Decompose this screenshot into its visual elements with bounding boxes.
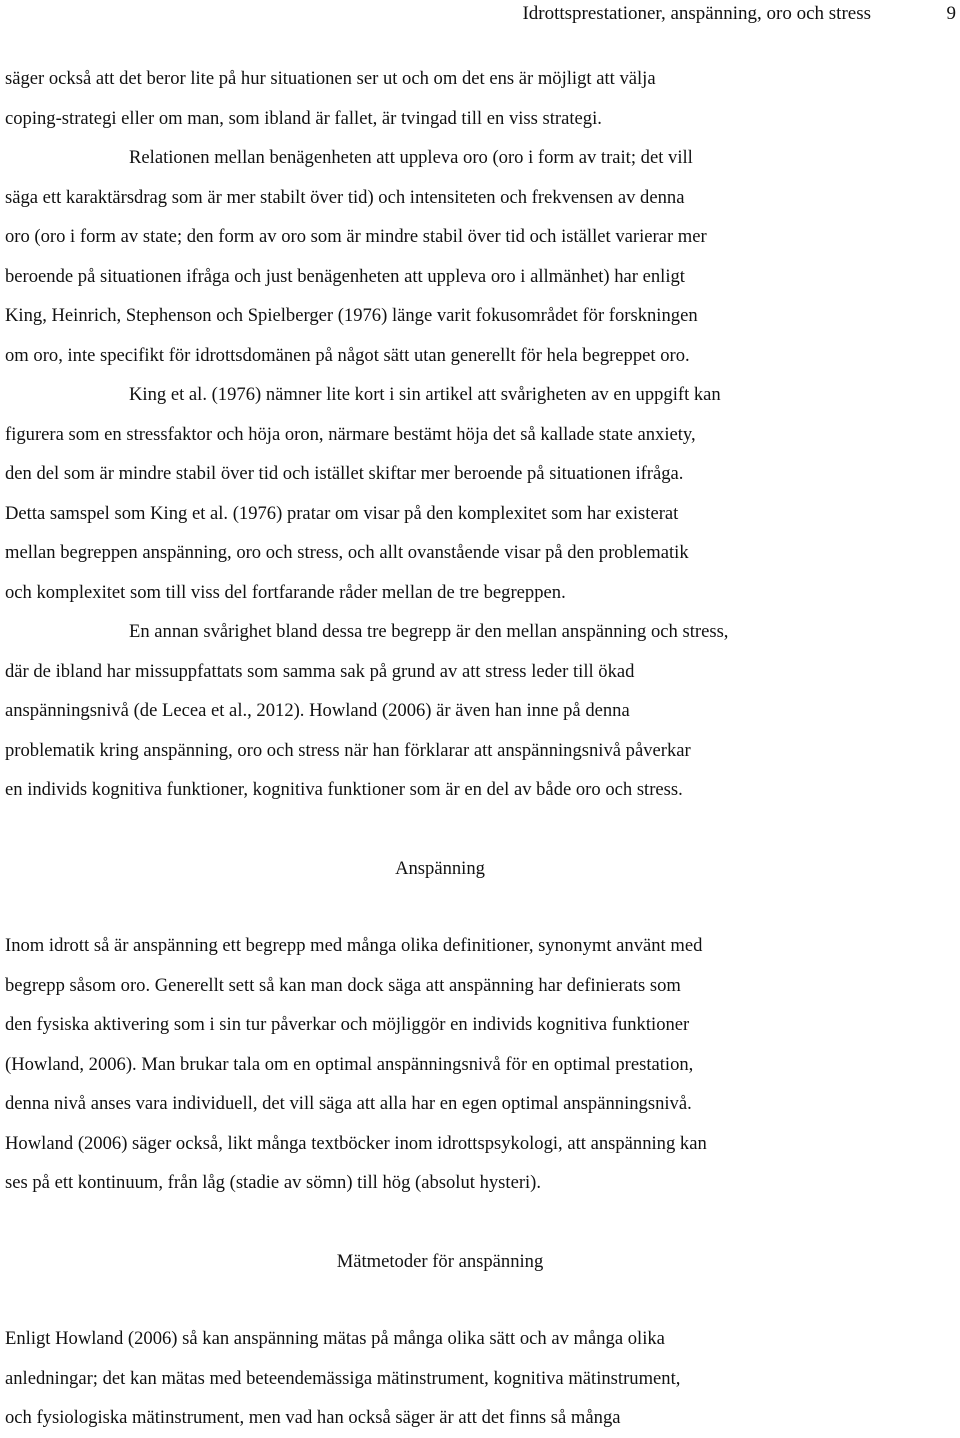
running-header xyxy=(0,0,960,28)
text-line: oro (oro i form av state; den form av oro som är mindre stabil över tid och istället varierar mer xyxy=(5,226,707,247)
page-number: 9 xyxy=(946,3,956,24)
text-line: anspänningsnivå (de Lecea et al., 2012). Howland (2006) är även han inne på denna xyxy=(5,700,630,721)
text-line: där de ibland har missuppfattats som samma sak på grund av att stress leder till ökad xyxy=(5,660,635,682)
text-line: beroende på situationen ifråga och just benägenheten att uppleva oro i allmänhet) har enligt xyxy=(5,265,685,287)
text-line: anledningar; det kan mätas med beteendemässiga mätinstrument, kognitiva mätinstrument, xyxy=(5,1367,681,1389)
paragraph xyxy=(5,138,960,375)
paragraph xyxy=(5,59,960,138)
text-line: King, Heinrich, Stephenson och Spielberger (1976) länge varit fokusområdet för forskningen xyxy=(5,305,698,326)
paragraph xyxy=(5,926,960,1203)
text-line: den del som är mindre stabil över tid och istället skiftar mer beroende på situationen ifråga. xyxy=(5,463,684,484)
text-line: en individs kognitiva funktioner, kognitiva funktioner som är en del av både oro och stress. xyxy=(5,779,683,800)
paragraph xyxy=(5,612,960,810)
text-line: den fysiska aktivering som i sin tur påverkar och möjliggör en individs kognitiva funktioner xyxy=(5,1014,690,1035)
spacer xyxy=(5,1281,960,1319)
text-line: begrepp såsom oro. Generellt sett så kan man dock säga att anspänning har definierats som xyxy=(5,974,681,996)
text-line: figurera som en stressfaktor och höja oron, närmare bestämt höja det så kallade state anxiety, xyxy=(5,423,696,445)
spacer xyxy=(5,810,960,849)
paragraph xyxy=(5,375,960,612)
text-line: Enligt Howland (2006) så kan anspänning mätas på många olika sätt och av många olika xyxy=(5,1328,665,1349)
paragraph xyxy=(5,1319,960,1438)
text-line: om oro, inte specifikt för idrottsdomänen på något sätt utan generellt för hela begreppet oro. xyxy=(5,344,690,366)
section-heading-anspanning: Anspänning xyxy=(395,857,485,879)
text-line: ses på ett kontinuum, från låg (stadie av sömn) till hög (absolut hysteri). xyxy=(5,1172,542,1193)
text-line: Howland (2006) säger också, likt många textböcker inom idrottspsykologi, att anspänning kan xyxy=(5,1132,707,1154)
text-line: coping-strategi eller om man, som ibland är fallet, är tvingad till en viss strategi. xyxy=(5,107,602,129)
running-title: Idrottsprestationer, anspänning, oro och stress xyxy=(522,3,871,24)
text-line: och fysiologiska mätinstrument, men vad han också säger är att det finns så många xyxy=(5,1407,621,1428)
spacer xyxy=(5,888,960,926)
text-line: Relationen mellan benägenheten att uppleva oro (oro i form av trait; det vill xyxy=(129,147,693,168)
text-line: säger också att det beror lite på hur situationen ser ut och om det ens är möjligt att välja xyxy=(5,68,656,89)
text-line: Detta samspel som King et al. (1976) pratar om visar på den komplexitet som har existerat xyxy=(5,502,679,524)
section-heading-matmetoder: Mätmetoder för anspänning xyxy=(336,1250,544,1272)
text-line: Inom idrott så är anspänning ett begrepp med många olika definitioner, synonymt använt med xyxy=(5,935,703,956)
text-line: King et al. (1976) nämner lite kort i sin artikel att svårigheten av en uppgift kan xyxy=(129,384,721,405)
text-line: problematik kring anspänning, oro och stress när han förklarar att anspänningsnivå påverkar xyxy=(5,739,691,761)
text-line: och komplexitet som till viss del fortfarande råder mellan de tre begreppen. xyxy=(5,581,566,603)
spacer xyxy=(5,1203,960,1242)
text-line: mellan begreppen anspänning, oro och stress, och allt ovanstående visar på den problematik xyxy=(5,542,689,563)
text-line: denna nivå anses vara individuell, det vill säga att alla har en egen optimal anspänningsnivå. xyxy=(5,1093,692,1114)
text-line: (Howland, 2006). Man brukar tala om en optimal anspänningsnivå för en optimal prestation, xyxy=(5,1053,694,1075)
body-text xyxy=(5,59,960,1438)
text-line: säga ett karaktärsdrag som är mer stabilt över tid) och intensiteten och frekvensen av denna xyxy=(5,186,685,208)
text-line: En annan svårighet bland dessa tre begrepp är den mellan anspänning och stress, xyxy=(129,621,729,642)
